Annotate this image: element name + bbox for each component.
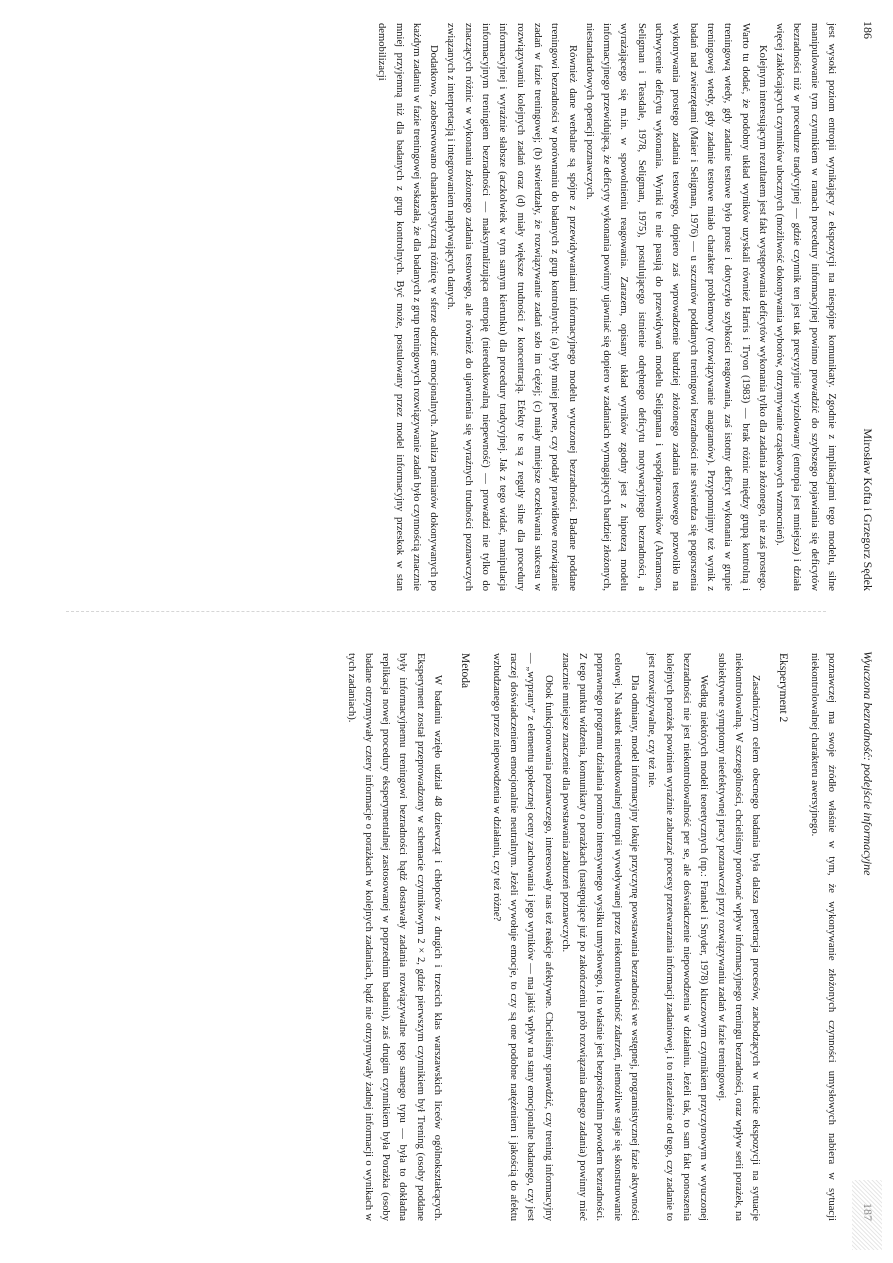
left-page-header [856, 21, 876, 591]
left-page-number: 186 [861, 21, 875, 39]
paragraph: poznawczej ma swoje źródło właśnie w tym, że wykonywanie złożonych czynności umysłowych nabiera w sytuacji niekontrolowalnej charakteru awersyjnego. [808, 653, 837, 1221]
paragraph: Według niektórych modeli teoretycznych (np.: Frankel i Snyder, 1978) kluczowym czynnikiem przyczynowym w wyuczonej bezradności nie jest niekontrolowalność per se, ale doświadczenie niepowodzenia w działaniu. Jeżeli tak, to sam fakt ponoszenia kolejnych porażek powinien wyraźnie zaburzać procesy przetwarzania informacji zadaniowej, i to niezależnie od tego, czy zadanie to jest rozwiązywalne, czy też nie. [646, 653, 710, 1221]
paragraph: Zasadniczym celem obecnego badania była dalsza penetracja procesów, zachodzących w trakcie ekspozycji na sytuacje niekontrolowalną. W szczególności, chcieliśmy porównać wpływ informacyjnego treningu bezradności, oraz wpływ serii porażek, na subiektywne symptomy nieefektywnej pracy poznawczej przy rozwiązywaniu zadań w fazie treningowej. [715, 653, 762, 1221]
left-page [6, 11, 886, 601]
scan-noise [852, 1180, 882, 1250]
page-gutter [66, 611, 826, 632]
paragraph: Dla odmiany, model informacyjny lokuje przyczynę powstawania bezradności we wstępnej, programistycznej fazie aktywności celowej. Na skutek nieredukowalnej entropii wywoływanej przez niekontrolowalność zdarzeń, niemożliwe staje się skonstruowanie poprawnego programu działania pomimo intensywnego wysiłku umysłowego, i to właśnie jest bezpośrednim powodem bezradności. Z tego punktu widzenia, komunikaty o porażkach (następujące już po zakończeniu prób rozwiązania danego zadania) powinny mieć znacznie mniejsze znaczenie dla powstawania zaburzeń poznawczych. [559, 653, 641, 1221]
right-page [6, 641, 886, 1231]
right-running-head: Wyuczona bezradność: podejście informacyjne [861, 651, 875, 876]
book-spread [6, 11, 886, 1251]
right-page-body [16, 653, 840, 1221]
paragraph: Kolejnym interesującym rezultatem jest fakt występowania deficytów wykonania tylko dla zadania złożonego, nie zaś prostego. Warto tu dodać, że podobny układ wyników uzyskali również Harris i Tryon (1983) — brak różnic między grupą kontrolną i treningową wtedy, gdy zadanie testowe było proste i dotyczyło szybkości reagowania, zaś istotny deficyt wykonania w grupie treningowej wtedy, gdy zadanie testowe miało charakter problemowy (rozwiązywanie anagramów). Przypomnijmy też wynik z badań nad zwierzętami (Maier i Seligman, 1976) — u szczurów poddanych treningowi bezradności nie stwierdza się pogorszenia wykonywania prostego zadania testowego, dopiero zaś wprowadzenie bardziej złożonego zadania testowego pozwoliło na uchwycenie deficytu wykonania. Wyniki te nie pasują do przewidywań modelu Seligmana i współpracowników (Abramson, Seligman i Teasdale, 1978, Seligman, 1975), postulującego istnienie odrębnego deficytu motywacyjnego bezradności, a wyrażającego się m.in. w spowolnieniu reagowania. Zarazem, opisany układ wyników zgodny jest z hipotezą modelu informacyjnego przewidującą, że deficyty wykonania powinny ujawniać się dopiero w zadaniach wymagających bardziej złożonych, niestandardowych operacji poznawczych. [583, 23, 768, 591]
paragraph: Również dane werbalne są spójne z przewidywaniami informacyjnego modelu wyuczonej bezradności. Badane poddane treningowi bezradności w porównaniu do badanych z grup kontrolnych: (a) były mniej pewne, czy podały prawidłowe rozwiązanie zadań w fazie treningowej; (b) stwierdzały, że rozwiązywanie zadań szło im ciężej; (c) miały mniejsze oczekiwania sukcesu w rozwiązywaniu kolejnych zadań oraz (d) miały większe trudności z koncentracją. Efekty te są z reguły silne dla procedury informacyjnej i wyraźnie słabsze (aczkolwiek w tym samym kierunku) dla procedury tradycyjnej. Jak z tego widać, manipulacja informacyjnym treningiem bezradności — maksymalizująca entropię (nieredukowalną niepewność) — prowadzi nie tylko do znaczących różnic w wykonaniu złożonego zadania testowego, ale również do ujawnienia się wyraźnych trudności poznawczych związanych z interpretacją i integrowaniem napływających danych. [445, 23, 578, 591]
paragraph: W badaniu wzięło udział 48 dziewcząt i chłopców z drugich i trzecich klas warszawskich liceów ogólnokształcących. Eksperyment został przeprowadzony w schemacie czynnikowym 2 × 2, gdzie pierwszym czynnikiem był Trening (osoby poddane były informacyjnemu treningowi bezradności bądź dostawały zadania rozwiązywalne tego samego typu — była to dokładna replikacja nowej procedury eksperymentalnej zastosowanej w poprzednim badaniu), zaś drugim czynnikiem była Porażka (osoby badane otrzymywały cztery informacje o porażkach w kolejnych zadaniach, bądź nie otrzymywały żadnej informacji o wynikach w tych zadaniach). [345, 653, 444, 1221]
paragraph: jest wysoki poziom entropii wynikający z ekspozycji na niespójne komunikaty. Zgodnie z implikacjami tego modelu, silne manipulowanie tym czynnikiem w ramach procedury informacyjnej powinno prowadzić do szybszego pojawiania się deficytów bezradności niż w procedurze tradycyjnej — gdzie czynnik ten jest tak precyzyjnie wyizolowany (entropia jest mniejsza) i działa więcej zakłócających czynników ubocznych (możliwość dokonywania wyborów, otrzymywanie cząstkowych wzmocnień). [774, 23, 837, 591]
left-page-body [16, 23, 840, 591]
left-running-head: Mirosław Kofta i Grzegorz Sędek [861, 428, 875, 591]
section-heading-experiment-2: Eksperyment 2 [777, 653, 790, 723]
section-heading-method: Metoda [459, 653, 472, 689]
right-page-header [856, 651, 876, 1221]
paragraph: Obok funkcjonowania poznawczego, interesowały nas też reakcje afektywne. Chcieliśmy sprawdzić, czy trening informacyjny — „wyprany” z elementu społecznej oceny zachowania i jego wyników — ma jakiś wpływ na stany emocjonalne badanego, czy jest raczej doświadczeniem emocjonalnie neutralnym. Jeżeli wywołuje emocje, to czy są one podobne natężeniem i jakością do afektu wzbudzanego przez niepowodzenia w działaniu, czy też różne? [490, 653, 554, 1221]
paragraph: Dodatkowo, zaobserwowano charakterystyczną różnicę w sferze odczuć emocjonalnych. Analiza pomiarów dokonywanych po każdym zadaniu w fazie treningowej wskazała, że dla badanych z grup treningowych rozwiązywanie zadań było czynnością znacznie mniej przyjemną niż dla badanych z grup kontrolnych. Być może, postulowany przez model informacyjny przeskok w stan demobilizacji [376, 23, 440, 591]
